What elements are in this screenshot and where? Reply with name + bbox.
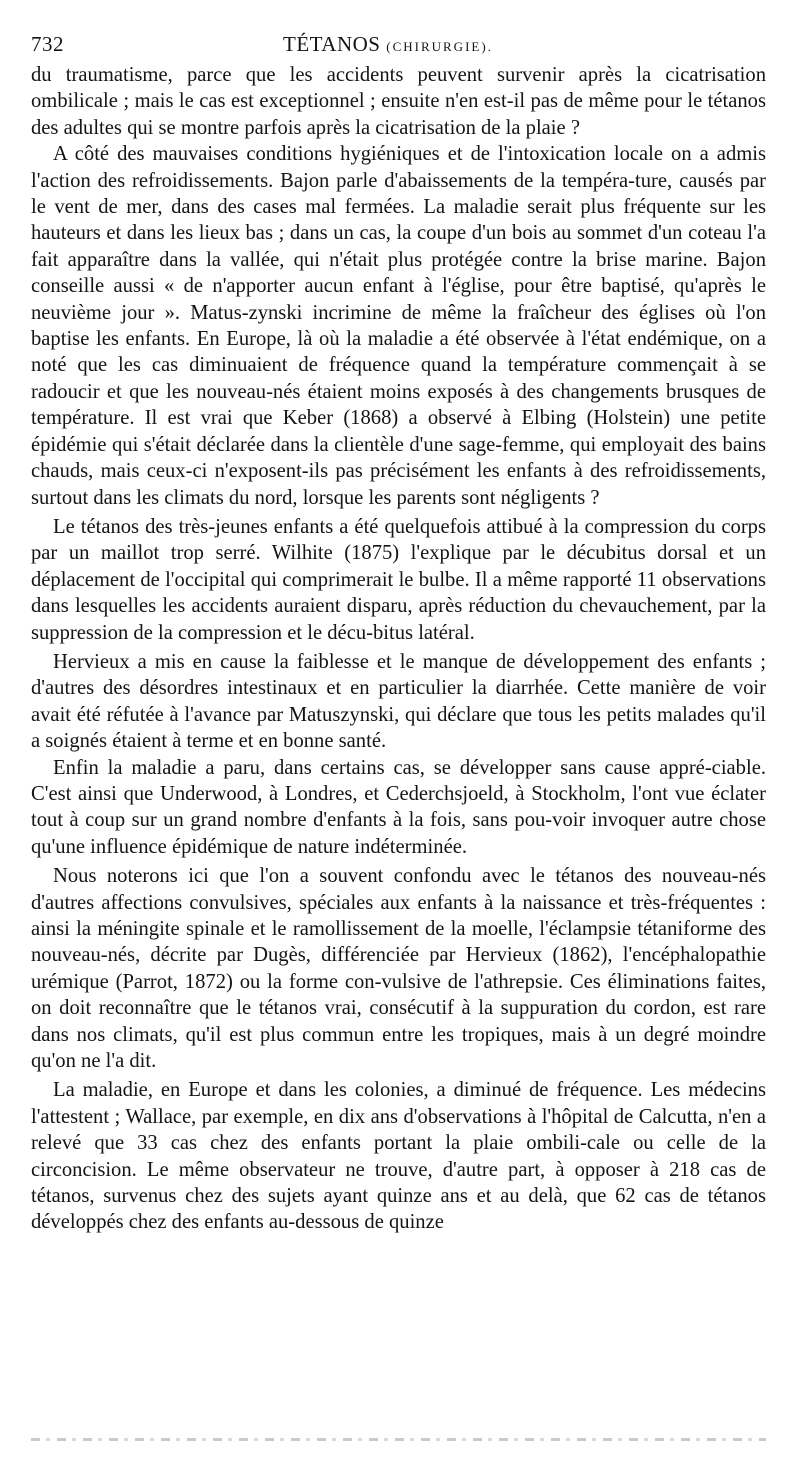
- book-page: [31, 28, 766, 1236]
- paragraph: Hervieux a mis en cause la faiblesse et le manque de développement des enfants ; d'autres des désordres intestinaux et en particulier la diarrhée. Cette manière de voir avait été réfutée à l'avance par Matuszynski, qui déclare que tous les petits malades qu'il a soignés étaient à terme et en bonne santé.: [31, 650, 766, 753]
- paragraph: du traumatisme, parce que les accidents peuvent survenir après la cicatrisation ombilicale ; mais le cas est exceptionnel ; ensuite n'en est-il pas de même pour le tétanos des adultes qui se montre parfois après la cicatrisation de la plaie ?: [31, 64, 766, 139]
- paragraph: Nous noterons ici que l'on a souvent confondu avec le tétanos des nouveau-nés d'autres affections convulsives, spéciales aux enfants à la naissance et très-fréquentes : ainsi la méningite spinale et le ramollissement de la moelle, l'éclampsie tétaniforme des nouveau-nés, décrite par Dugès, différenciée par Hervieux (1862), l'encéphalopathie urémique (Parrot, 1872) ou la forme con-vulsive de l'athrepsie. Ces éliminations faites, on doit reconnaître que le tétanos vrai, consécutif à la suppuration du cordon, est rare dans nos climats, qu'il est plus commun entre les tropiques, mais à un degré moindre qu'on ne l'a dit.: [31, 865, 766, 1073]
- paragraph: Le tétanos des très-jeunes enfants a été quelquefois attibué à la compression du corps par un maillot trop serré. Wilhite (1875) l'explique par le décubitus dorsal et un déplacement de l'occipital qui comprimerait le bulbe. Il a même rapporté 11 observations dans lesquelles les accidents auraient disparu, après réduction du chevauchement, par la suppression de la compression et le décu-bitus latéral.: [31, 515, 766, 644]
- running-head: [31, 28, 766, 62]
- page-bottom-bleed: [31, 1438, 766, 1441]
- running-title: [283, 32, 493, 57]
- page-number: 732: [31, 32, 64, 56]
- paragraph: A côté des mauvaises conditions hygiéniques et de l'intoxication locale on a admis l'action des refroidissements. Bajon parle d'abaissements de la tempéra-ture, causés par le vent de mer, dans des cases mal fermées. La maladie serait plus fréquente sur les hauteurs et dans les lieux bas ; dans un cas, la coupe d'un bois au sommet d'un coteau l'a fait apparaître dans la vallée, qui n'était plus protégée contre la brise marine. Bajon conseille aussi « de n'apporter aucun enfant à l'église, pour être baptisé, qu'après le neuvième jour ». Matus-zynski incrimine de même la fraîcheur des églises où l'on baptise les enfants. En Europe, là où la maladie a été observée à l'état endémique, on a noté que les cas diminuaient de fréquence quand la température commençait à se radoucir et que les nouveau-nés étaient moins exposés à des changements brusques de température. Il est vrai que Keber (1868) a observé à Elbing (Holstein) une petite épidémie qui s'était déclarée dans la clientèle d'une sage-femme, qui employait des bains chauds, mais ceux-ci n'exposent-ils pas précisément les enfants à des refroidissements, surtout dans les climats du nord, lorsque les parents sont négligents ?: [31, 143, 766, 509]
- body-text: [31, 62, 766, 1236]
- running-title-main: TÉTANOS: [283, 32, 381, 56]
- running-title-section: (CHIRURGIE).: [386, 39, 493, 54]
- paragraph: La maladie, en Europe et dans les colonies, a diminué de fréquence. Les médecins l'attestent ; Wallace, par exemple, en dix ans d'observations à l'hôpital de Calcutta, n'en a relevé que 33 cas chez des enfants portant la plaie ombili-cale ou celle de la circoncision. Le même observateur ne trouve, d'autre part, à opposer à 218 cas de tétanos, survenus chez des sujets ayant quinze ans et au delà, que 62 cas de tétanos développés chez des enfants au-dessous de quinze: [31, 1079, 766, 1234]
- paragraph: Enfin la maladie a paru, dans certains cas, se développer sans cause appré-ciable. C'est ainsi que Underwood, à Londres, et Cederchsjoeld, à Stockholm, l'ont vue éclater tout à coup sur un grand nombre d'enfants à la fois, sans pou-voir invoquer autre chose qu'une influence épidémique de nature indéterminée.: [31, 756, 766, 858]
